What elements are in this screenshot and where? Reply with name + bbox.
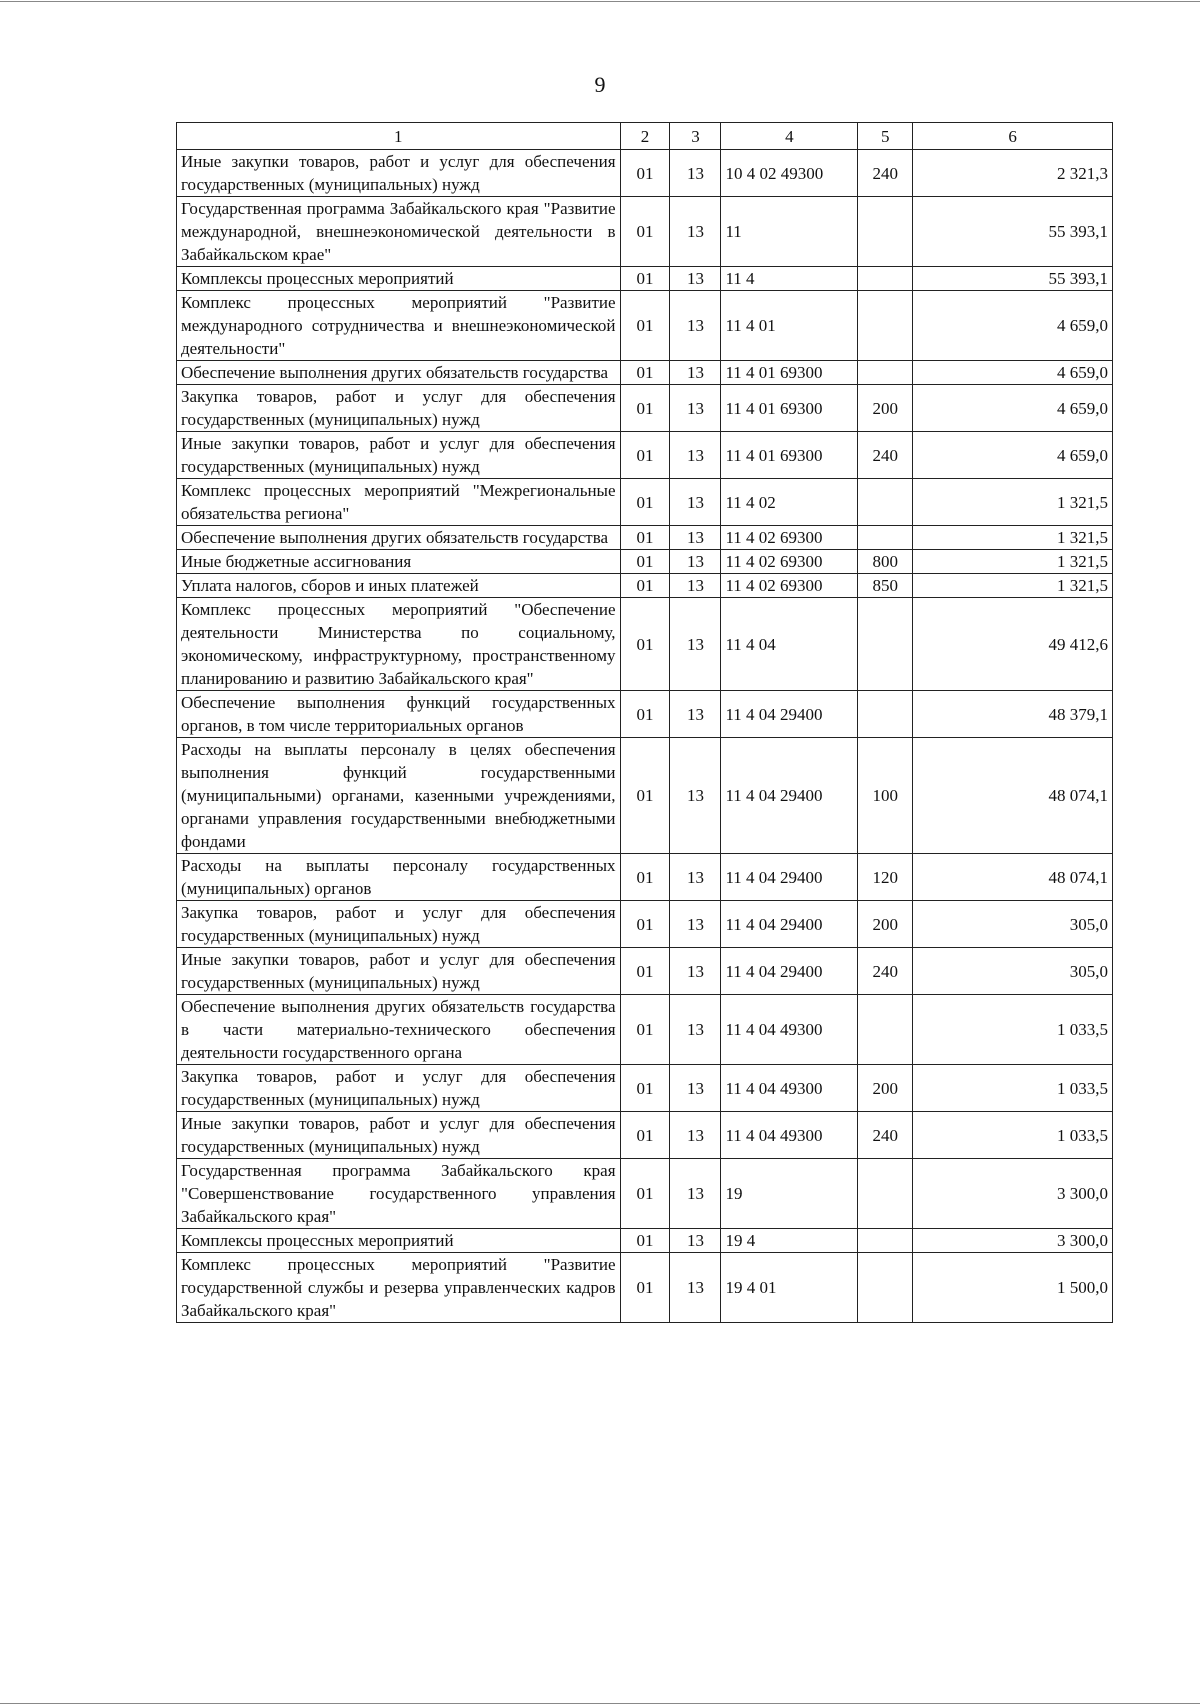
header-cell-3: 3 [670,123,721,150]
row-section: 01 [620,291,670,361]
row-expense-type [858,1253,913,1323]
row-expense-type: 120 [858,854,913,901]
row-name: Иные закупки товаров, работ и услуг для обеспечения государственных (муниципальных) нужд [177,1112,621,1159]
row-amount: 1 321,5 [913,526,1113,550]
header-cell-5: 5 [858,123,913,150]
row-section: 01 [620,385,670,432]
row-target-code: 11 4 02 [721,479,858,526]
row-subsection: 13 [670,432,721,479]
table-row [177,691,1113,738]
row-amount: 305,0 [913,948,1113,995]
table-row [177,267,1113,291]
row-amount: 55 393,1 [913,197,1113,267]
row-subsection: 13 [670,691,721,738]
table-row [177,598,1113,691]
header-cell-4: 4 [721,123,858,150]
header-cell-1: 1 [177,123,621,150]
table-row [177,291,1113,361]
row-section: 01 [620,1112,670,1159]
row-subsection: 13 [670,361,721,385]
row-name: Государственная программа Забайкальского края "Развитие международной, внешнеэкономической деятельности в Забайкальском крае" [177,197,621,267]
row-section: 01 [620,526,670,550]
row-target-code: 11 4 04 29400 [721,901,858,948]
row-section: 01 [620,901,670,948]
row-name: Комплексы процессных мероприятий [177,1229,621,1253]
row-target-code: 11 4 02 69300 [721,574,858,598]
row-expense-type: 240 [858,948,913,995]
row-expense-type [858,361,913,385]
row-expense-type [858,267,913,291]
row-target-code: 11 4 04 29400 [721,738,858,854]
row-section: 01 [620,432,670,479]
row-subsection: 13 [670,1159,721,1229]
row-target-code: 11 [721,197,858,267]
row-section: 01 [620,1159,670,1229]
row-target-code: 11 4 01 69300 [721,385,858,432]
row-section: 01 [620,197,670,267]
header-cell-6: 6 [913,123,1113,150]
row-amount: 1 500,0 [913,1253,1113,1323]
row-name: Обеспечение выполнения функций государственных органов, в том числе территориальных органов [177,691,621,738]
row-amount: 3 300,0 [913,1229,1113,1253]
header-row [177,123,1113,150]
row-amount: 1 321,5 [913,550,1113,574]
row-name: Комплекс процессных мероприятий "Обеспечение деятельности Министерства по социальному, экономическому, инфраструктурному, пространственному планированию и развитию Забайкальского края" [177,598,621,691]
row-expense-type [858,1159,913,1229]
row-section: 01 [620,361,670,385]
row-name: Комплекс процессных мероприятий "Развитие международного сотрудничества и внешнеэкономической деятельности" [177,291,621,361]
row-amount: 4 659,0 [913,432,1113,479]
table-row [177,150,1113,197]
row-expense-type [858,691,913,738]
row-name: Расходы на выплаты персоналу в целях обеспечения выполнения функций государственными (муниципальными) органами, казенными учреждениями, органами управления государственными внебюджетными фондами [177,738,621,854]
row-amount: 48 379,1 [913,691,1113,738]
row-name: Иные закупки товаров, работ и услуг для обеспечения государственных (муниципальных) нужд [177,150,621,197]
row-section: 01 [620,479,670,526]
row-section: 01 [620,1065,670,1112]
row-section: 01 [620,150,670,197]
row-name: Иные закупки товаров, работ и услуг для обеспечения государственных (муниципальных) нужд [177,948,621,995]
row-expense-type: 200 [858,1065,913,1112]
row-amount: 1 321,5 [913,574,1113,598]
row-target-code: 11 4 04 29400 [721,691,858,738]
row-amount: 1 033,5 [913,1112,1113,1159]
row-name: Расходы на выплаты персоналу государственных (муниципальных) органов [177,854,621,901]
row-name: Обеспечение выполнения других обязательств государства [177,526,621,550]
row-target-code: 11 4 04 [721,598,858,691]
row-name: Закупка товаров, работ и услуг для обеспечения государственных (муниципальных) нужд [177,901,621,948]
table-row [177,901,1113,948]
row-section: 01 [620,691,670,738]
row-expense-type: 100 [858,738,913,854]
row-name: Иные закупки товаров, работ и услуг для обеспечения государственных (муниципальных) нужд [177,432,621,479]
row-target-code: 19 4 01 [721,1253,858,1323]
row-expense-type [858,1229,913,1253]
row-target-code: 19 4 [721,1229,858,1253]
row-subsection: 13 [670,1253,721,1323]
row-target-code: 11 4 04 49300 [721,1065,858,1112]
row-expense-type: 240 [858,432,913,479]
row-expense-type: 850 [858,574,913,598]
row-subsection: 13 [670,291,721,361]
row-subsection: 13 [670,267,721,291]
row-target-code: 11 4 04 49300 [721,995,858,1065]
row-section: 01 [620,948,670,995]
row-expense-type [858,479,913,526]
row-subsection: 13 [670,385,721,432]
row-target-code: 19 [721,1159,858,1229]
row-section: 01 [620,738,670,854]
row-subsection: 13 [670,574,721,598]
row-expense-type: 240 [858,1112,913,1159]
row-subsection: 13 [670,995,721,1065]
row-expense-type: 240 [858,150,913,197]
row-name: Государственная программа Забайкальского края "Совершенствование государственного управления Забайкальского края" [177,1159,621,1229]
table-row [177,1065,1113,1112]
row-target-code: 11 4 02 69300 [721,526,858,550]
row-expense-type: 800 [858,550,913,574]
row-amount: 305,0 [913,901,1113,948]
row-subsection: 13 [670,1112,721,1159]
row-amount: 48 074,1 [913,738,1113,854]
row-amount: 48 074,1 [913,854,1113,901]
table-row [177,385,1113,432]
row-target-code: 11 4 04 29400 [721,948,858,995]
row-amount: 1 321,5 [913,479,1113,526]
row-subsection: 13 [670,738,721,854]
table-row [177,1253,1113,1323]
table-row [177,479,1113,526]
row-expense-type [858,995,913,1065]
page-number: 9 [594,72,606,97]
table-row [177,1229,1113,1253]
row-expense-type [858,598,913,691]
budget-table [176,122,1113,1323]
table-row [177,1112,1113,1159]
row-amount: 1 033,5 [913,995,1113,1065]
row-target-code: 11 4 02 69300 [721,550,858,574]
row-section: 01 [620,854,670,901]
row-subsection: 13 [670,479,721,526]
top-scan-edge [0,1,1200,2]
row-name: Уплата налогов, сборов и иных платежей [177,574,621,598]
row-expense-type: 200 [858,901,913,948]
row-target-code: 11 4 [721,267,858,291]
row-subsection: 13 [670,1229,721,1253]
table-row [177,574,1113,598]
table-row [177,526,1113,550]
row-target-code: 11 4 04 49300 [721,1112,858,1159]
row-amount: 3 300,0 [913,1159,1113,1229]
row-subsection: 13 [670,1065,721,1112]
table-row [177,432,1113,479]
row-amount: 4 659,0 [913,385,1113,432]
table-row [177,361,1113,385]
table-row [177,197,1113,267]
row-amount: 55 393,1 [913,267,1113,291]
row-expense-type: 200 [858,385,913,432]
row-subsection: 13 [670,150,721,197]
row-amount: 49 412,6 [913,598,1113,691]
row-target-code: 11 4 01 [721,291,858,361]
row-expense-type [858,526,913,550]
row-amount: 4 659,0 [913,361,1113,385]
row-amount: 2 321,3 [913,150,1113,197]
row-section: 01 [620,267,670,291]
row-name: Закупка товаров, работ и услуг для обеспечения государственных (муниципальных) нужд [177,385,621,432]
row-subsection: 13 [670,901,721,948]
row-name: Комплекс процессных мероприятий "Межрегиональные обязательства региона" [177,479,621,526]
table-body [177,150,1113,1323]
row-section: 01 [620,574,670,598]
row-name: Обеспечение выполнения других обязательств государства в части материально-технического обеспечения деятельности государственного органа [177,995,621,1065]
row-name: Иные бюджетные ассигнования [177,550,621,574]
row-target-code: 10 4 02 49300 [721,150,858,197]
row-name: Комплекс процессных мероприятий "Развитие государственной службы и резерва управленческих кадров Забайкальского края" [177,1253,621,1323]
row-subsection: 13 [670,948,721,995]
table-row [177,550,1113,574]
row-subsection: 13 [670,854,721,901]
row-name: Обеспечение выполнения других обязательств государства [177,361,621,385]
table-row [177,995,1113,1065]
row-section: 01 [620,995,670,1065]
row-section: 01 [620,550,670,574]
row-section: 01 [620,1229,670,1253]
row-subsection: 13 [670,526,721,550]
table-row [177,948,1113,995]
bottom-scan-edge [0,1703,1200,1704]
header-cell-2: 2 [620,123,670,150]
row-subsection: 13 [670,550,721,574]
row-subsection: 13 [670,598,721,691]
row-section: 01 [620,598,670,691]
row-subsection: 13 [670,197,721,267]
table-row [177,1159,1113,1229]
row-target-code: 11 4 01 69300 [721,361,858,385]
row-target-code: 11 4 01 69300 [721,432,858,479]
table-row [177,854,1113,901]
table-row [177,738,1113,854]
row-name: Закупка товаров, работ и услуг для обеспечения государственных (муниципальных) нужд [177,1065,621,1112]
row-section: 01 [620,1253,670,1323]
row-expense-type [858,197,913,267]
row-name: Комплексы процессных мероприятий [177,267,621,291]
row-amount: 1 033,5 [913,1065,1113,1112]
row-target-code: 11 4 04 29400 [721,854,858,901]
row-amount: 4 659,0 [913,291,1113,361]
row-expense-type [858,291,913,361]
